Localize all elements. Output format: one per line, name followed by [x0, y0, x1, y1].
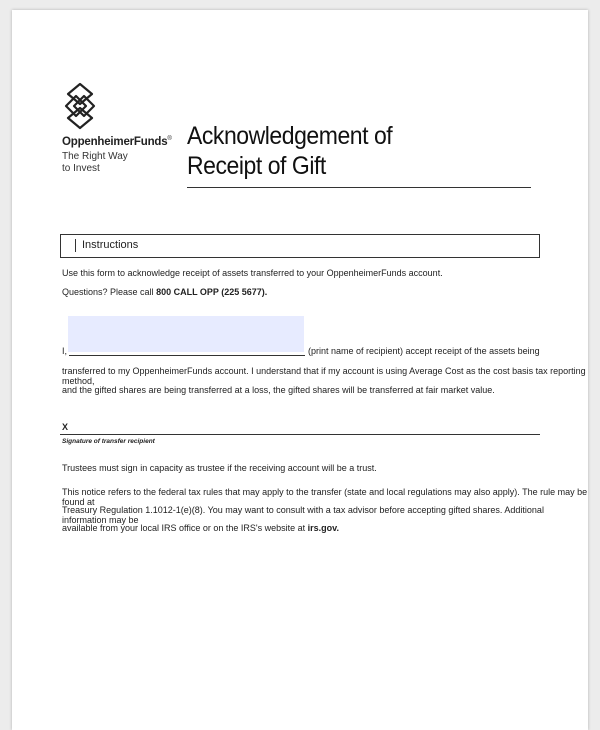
instructions-intro: Use this form to acknowledge receipt of assets transferred to your OppenheimerFunds account. [62, 268, 443, 278]
tax-note-line-1: This notice refers to the federal tax rules that may apply to the transfer (state and local regulations may also apply). The rule may be found at [62, 487, 588, 507]
trustee-note: Trustees must sign in capacity as trustee if the receiving account will be a trust. [62, 463, 377, 473]
instructions-header-box [60, 234, 540, 258]
recipient-statement-2: transferred to my OppenheimerFunds account. I understand that if my account is using Average Cost as the cost basis tax reporting method, [62, 366, 586, 386]
tax-note-line-2: Treasury Regulation 1.1012-1(e)(8). You may want to consult with a tax advisor before accepting gifted shares. Additional information may be [62, 505, 544, 525]
oppenheimer-logo-icon [60, 80, 100, 132]
phone-number: 800 CALL OPP (225 5677). [156, 287, 268, 297]
brand-tagline: The Right Way to Invest [62, 151, 128, 174]
recipient-prefix: I, [62, 346, 68, 356]
recipient-name-line [69, 355, 305, 356]
irs-link[interactable]: irs.gov. [307, 523, 340, 533]
brand-name: OppenheimerFunds® [62, 136, 172, 148]
document-page [12, 10, 588, 730]
tax-note-line-3: available from your local IRS office or on the IRS's website at irs.gov. [62, 523, 340, 533]
recipient-statement-3: and the gifted shares are being transferred at a loss, the gifted shares will be transferred at fair market value. [62, 385, 495, 395]
recipient-statement-1: (print name of recipient) accept receipt of the assets being [308, 346, 540, 356]
title-divider [187, 187, 531, 188]
instructions-heading: Instructions [75, 239, 138, 252]
signature-mark: X [62, 422, 69, 432]
signature-line[interactable] [60, 434, 540, 435]
recipient-name-input[interactable] [68, 316, 304, 352]
instructions-questions: Questions? Please call 800 CALL OPP (225 5677). [62, 287, 268, 297]
signature-label: Signature of transfer recipient [62, 438, 155, 445]
page-title: Acknowledgement of Receipt of Gift [187, 122, 393, 180]
